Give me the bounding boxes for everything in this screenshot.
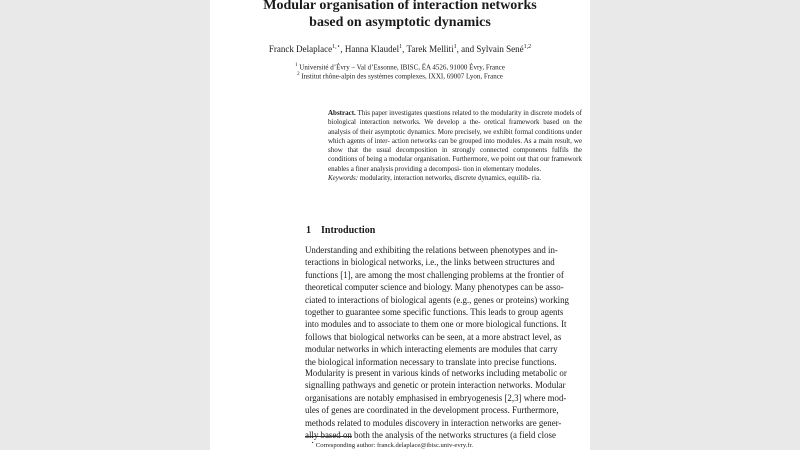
affiliation-1: [210, 63, 590, 71]
paragraph-line: follows that biological networks can be seen, at a more abstract level, as: [305, 331, 562, 342]
author-name: Franck Delaplace: [268, 44, 333, 54]
affiliation-2: [210, 72, 590, 80]
author-name: Hanna Klaudel: [344, 44, 400, 54]
paragraph-line: into modules and to associate to them one or more biological functions. It: [305, 319, 567, 330]
paragraph-line: ally based on both the analysis of the networks structures (a field close: [305, 430, 556, 441]
section-number: 1: [306, 225, 311, 236]
keywords-line: ria.: [531, 174, 541, 183]
paragraph-line: together to guarantee some specific functions. This leads to group agents: [305, 307, 564, 318]
paragraph-line: the biological information necessary to translate into precise functions.: [305, 356, 557, 367]
affiliation-sup: 2: [297, 72, 300, 77]
keywords-line: modularity, interaction networks, discrete dynamics, equilib-: [359, 174, 531, 183]
paper-title: [210, 0, 590, 31]
footnote-rule: [305, 436, 352, 437]
affiliation-sup: 1: [295, 63, 298, 68]
abstract-body: [328, 109, 582, 174]
paragraph-line: signalling pathways and genetic or protein interaction networks. Modular: [305, 380, 566, 391]
affiliation-text: Université d’Évry – Val d’Essonne, IBISC, ÉA 4526, 91000 Évry, France: [299, 63, 505, 72]
author-name: and Sylvain Sené: [461, 44, 524, 54]
abstract-line: the conditions of being a modular organisation. Furthermore, we point: [328, 146, 583, 164]
keywords: [328, 174, 582, 183]
abstract-line: out that our framework enables a finer analysis providing a decomposi-: [328, 155, 582, 173]
abstract-line: More precisely, we exhibit formal conditions under which agents of inter-: [328, 127, 582, 145]
paragraph-line: teractions in biological networks, i.e., the links between structures and: [305, 257, 555, 268]
intro-paragraph-1: [305, 244, 589, 368]
footnote: [311, 440, 473, 449]
author-sup: 1: [453, 44, 457, 50]
abstract-line: that the usual decomposition in strongly connected components fulfils: [347, 146, 569, 155]
paragraph-line: modular networks in which interacting elements are modules that carry: [305, 344, 558, 355]
author-sup: 1,⋆: [332, 44, 341, 50]
abstract-line: This paper investigates questions related to the modularity: [357, 109, 522, 117]
abstract-label: Abstract.: [328, 109, 356, 117]
affiliation-text: Institut rhône-alpin des systèmes complexes, IXXI, 69007 Lyon, France: [301, 72, 503, 81]
paragraph-line: theoretical computer science and biology. Many phenotypes can be asso-: [305, 282, 564, 293]
footnote-text: Corresponding author: franck.delaplace@ibisc.univ-evry.fr.: [315, 442, 474, 450]
paragraph-line: methods related to modules discovery in interaction networks are gener-: [305, 417, 562, 428]
author-sup: 1,2: [523, 44, 532, 50]
paragraph-line: ules of genes are coordinated in the development process. Furthermore,: [305, 405, 559, 416]
author-sup: 1: [399, 44, 403, 50]
abstract-line: tion in elementary modules.: [463, 164, 542, 173]
intro-paragraph-2: [305, 367, 589, 441]
section-title: Introduction: [321, 225, 376, 236]
paragraph-line: Understanding and exhibiting the relations between phenotypes and in-: [305, 245, 558, 255]
title-line-1: Modular organisation of interaction networks: [263, 0, 537, 13]
section-heading: [306, 225, 375, 236]
abstract-line: action networks can be grouped into modules. As a main result, we show: [328, 136, 583, 155]
abstract-line: in discrete models of biological interaction networks. We develop a the-: [328, 109, 583, 127]
paragraph-line: ciated to interactions of biological agents (e.g., genes or proteins) working: [305, 294, 569, 305]
paragraph-line: functions [1], are among the most challenging problems at the frontier of: [305, 269, 564, 280]
author-name: Tarek Melliti: [406, 44, 454, 54]
footnote-marker: ⋆: [311, 441, 315, 446]
abstract-line: oretical framework based on the analysis of their asymptotic dynamics.: [328, 118, 583, 136]
author-list: Franck Delaplace$^{1,⋆}$, Hanna Klaudel$^1$, Tarek Melliti$^1$, and Sylvain Sené$^{1,2}$: [268, 44, 532, 54]
keywords-label: Keywords:: [328, 174, 359, 183]
paragraph-line: Modularity is present in various kinds of networks including metabolic or: [305, 368, 567, 378]
paragraph-line: organisations are notably emphasised in embryogenesis [2,3] where mod-: [305, 392, 567, 403]
paper-page: [210, 0, 590, 450]
title-line-2: based on asymptotic dynamics: [309, 15, 491, 30]
abstract: [328, 109, 582, 183]
